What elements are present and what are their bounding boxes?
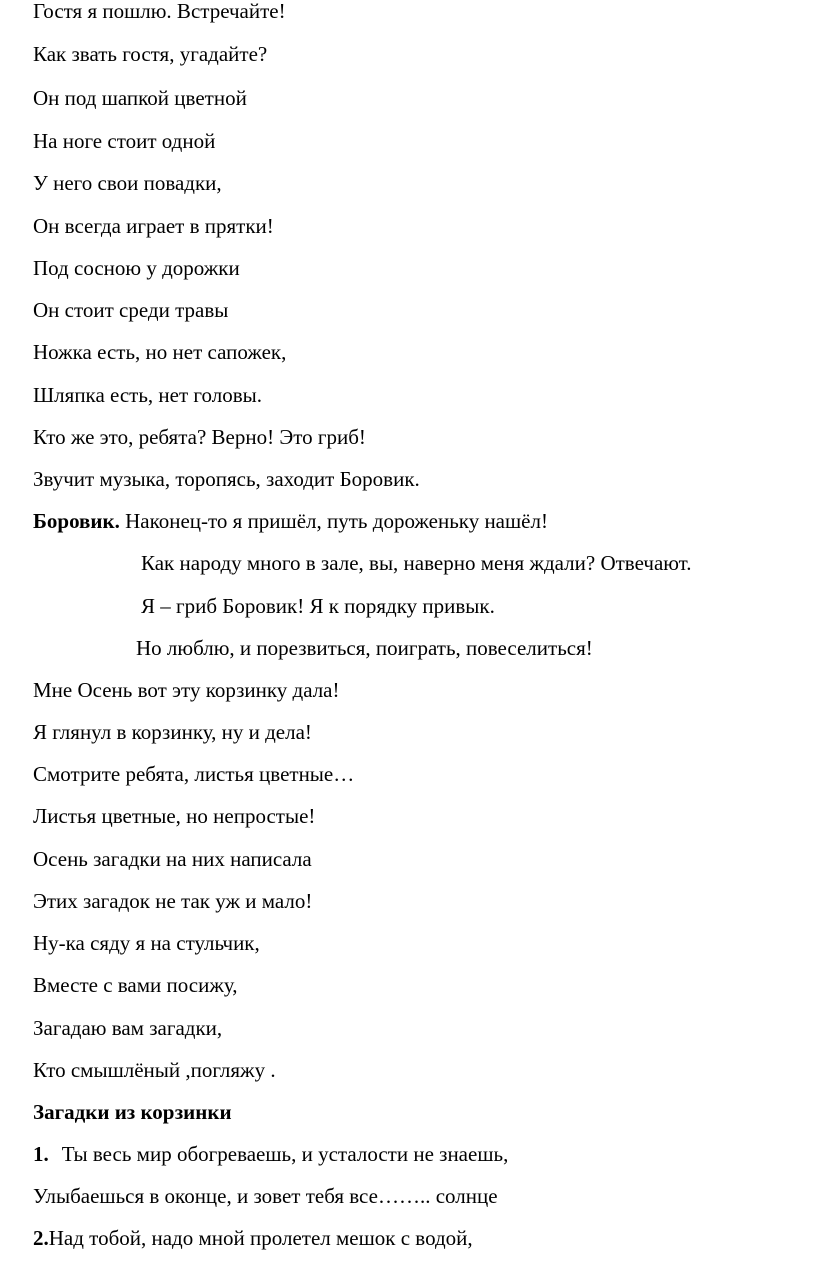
text-line: Вместе с вами посижу, (33, 973, 238, 997)
text-line: Он под шапкой цветной (33, 86, 247, 110)
text-line: Кто же это, ребята? Верно! Это гриб! (33, 425, 366, 449)
text-line: Под сосною у дорожки (33, 256, 240, 280)
text-line: У него свои повадки, (33, 171, 222, 195)
text-line: Листья цветные, но непростые! (33, 804, 316, 828)
riddle-number: 2. (33, 1226, 49, 1250)
text-line: Я – гриб Боровик! Я к порядку привык. (141, 594, 495, 618)
riddle-item (33, 1141, 508, 1167)
text-line: На ноге стоит одной (33, 129, 216, 153)
text-line: Гостя я пошлю. Встречайте! (33, 0, 286, 23)
text-line: Улыбаешься в оконце, и зовет тебя все…….. солнце (33, 1184, 498, 1208)
speaker-name: Боровик. (33, 509, 120, 533)
text-line: Как народу много в зале, вы, наверно меня ждали? Отвечают. (141, 551, 692, 575)
speaker-line (33, 508, 548, 534)
section-heading: Загадки из корзинки (33, 1100, 232, 1124)
speaker-text: Наконец-то я пришёл, путь дороженьку нашёл! (119, 509, 548, 533)
riddle-text: Ты весь мир обогреваешь, и усталости не знаешь, (61, 1142, 509, 1166)
text-line: Кто смышлёный ,погляжу . (33, 1058, 276, 1082)
riddle-item (33, 1225, 473, 1251)
text-line: Звучит музыка, торопясь, заходит Боровик. (33, 467, 420, 491)
text-line: Но люблю, и порезвиться, поиграть, повеселиться! (136, 636, 593, 660)
text-line: Шляпка есть, нет головы. (33, 383, 262, 407)
riddle-number: 1. (33, 1142, 49, 1166)
text-line: Этих загадок не так уж и мало! (33, 889, 313, 913)
text-line: Я глянул в корзинку, ну и дела! (33, 720, 312, 744)
text-line: Он всегда играет в прятки! (33, 214, 274, 238)
text-line: Как звать гостя, угадайте? (33, 42, 268, 66)
text-line: Ножка есть, но нет сапожек, (33, 340, 287, 364)
text-line: Загадаю вам загадки, (33, 1016, 223, 1040)
text-line: Он стоит среди травы (33, 298, 229, 322)
text-line: Смотрите ребята, листья цветные… (33, 762, 355, 786)
text-line: Осень загадки на них написала (33, 847, 312, 871)
riddle-text: Над тобой, надо мной пролетел мешок с водой, (48, 1226, 473, 1250)
text-line: Ну-ка сяду я на стульчик, (33, 931, 260, 955)
text-line: Мне Осень вот эту корзинку дала! (33, 678, 340, 702)
